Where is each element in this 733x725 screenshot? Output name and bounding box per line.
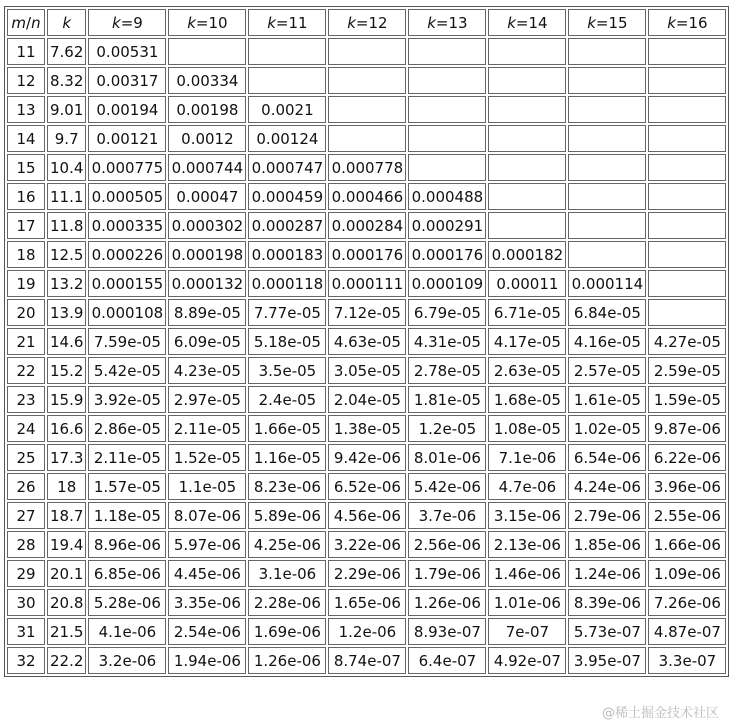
row-m-cell: 25 — [7, 444, 45, 471]
value-cell: 2.86e-05 — [88, 415, 166, 442]
row-k-cell: 9.7 — [47, 125, 86, 152]
value-cell: 1.08e-05 — [488, 415, 566, 442]
value-cell: 0.000287 — [248, 212, 326, 239]
value-cell: 8.23e-06 — [248, 473, 326, 500]
value-cell: 0.000183 — [248, 241, 326, 268]
value-cell: 1.01e-06 — [488, 589, 566, 616]
table-row — [7, 299, 726, 326]
value-cell: 4.24e-06 — [568, 473, 646, 500]
value-cell: 1.85e-06 — [568, 531, 646, 558]
value-cell — [488, 125, 566, 152]
value-cell — [168, 38, 246, 65]
table-row — [7, 473, 726, 500]
value-cell — [248, 67, 326, 94]
value-cell: 7e-07 — [488, 618, 566, 645]
value-cell: 0.000226 — [88, 241, 166, 268]
table-row — [7, 531, 726, 558]
table-row — [7, 125, 726, 152]
value-cell: 7.26e-06 — [648, 589, 726, 616]
value-cell: 9.87e-06 — [648, 415, 726, 442]
value-cell: 8.07e-06 — [168, 502, 246, 529]
row-k-cell: 7.62 — [47, 38, 86, 65]
value-cell — [328, 125, 406, 152]
row-k-cell: 9.01 — [47, 96, 86, 123]
value-cell: 5.97e-06 — [168, 531, 246, 558]
value-cell: 0.000198 — [168, 241, 246, 268]
value-cell: 6.71e-05 — [488, 299, 566, 326]
header-k: k — [47, 9, 86, 36]
row-m-cell: 26 — [7, 473, 45, 500]
value-cell: 0.00198 — [168, 96, 246, 123]
value-cell: 7.1e-06 — [488, 444, 566, 471]
value-cell — [648, 125, 726, 152]
value-cell: 0.000466 — [328, 183, 406, 210]
table-row — [7, 647, 726, 674]
value-cell — [408, 96, 486, 123]
table-row — [7, 386, 726, 413]
value-cell: 2.78e-05 — [408, 357, 486, 384]
value-cell: 5.73e-07 — [568, 618, 646, 645]
row-m-cell: 27 — [7, 502, 45, 529]
value-cell: 0.00531 — [88, 38, 166, 65]
row-k-cell: 13.9 — [47, 299, 86, 326]
header-k-column: k=10 — [168, 9, 246, 36]
value-cell: 0.000118 — [248, 270, 326, 297]
value-cell — [568, 154, 646, 181]
row-k-cell: 18.7 — [47, 502, 86, 529]
value-cell: 2.59e-05 — [648, 357, 726, 384]
value-cell: 1.66e-05 — [248, 415, 326, 442]
value-cell: 0.00047 — [168, 183, 246, 210]
value-cell: 1.52e-05 — [168, 444, 246, 471]
row-m-cell: 30 — [7, 589, 45, 616]
value-cell — [488, 96, 566, 123]
value-cell: 4.45e-06 — [168, 560, 246, 587]
row-m-cell: 23 — [7, 386, 45, 413]
value-cell: 6.09e-05 — [168, 328, 246, 355]
value-cell — [568, 67, 646, 94]
value-cell: 4.7e-06 — [488, 473, 566, 500]
table-row — [7, 212, 726, 239]
value-cell: 4.92e-07 — [488, 647, 566, 674]
value-cell: 2.11e-05 — [168, 415, 246, 442]
value-cell: 5.42e-05 — [88, 357, 166, 384]
value-cell: 0.000335 — [88, 212, 166, 239]
value-cell: 1.81e-05 — [408, 386, 486, 413]
row-m-cell: 15 — [7, 154, 45, 181]
watermark: @稀土掘金技术社区 — [601, 706, 719, 721]
value-cell: 2.11e-05 — [88, 444, 166, 471]
table-row — [7, 357, 726, 384]
value-cell: 1.18e-05 — [88, 502, 166, 529]
header-k-column: k=14 — [488, 9, 566, 36]
table-row — [7, 96, 726, 123]
value-cell: 3.2e-06 — [88, 647, 166, 674]
value-cell: 5.18e-05 — [248, 328, 326, 355]
value-cell: 0.000182 — [488, 241, 566, 268]
value-cell — [248, 38, 326, 65]
value-cell — [328, 67, 406, 94]
table-row — [7, 67, 726, 94]
value-cell — [648, 270, 726, 297]
value-cell: 2.55e-06 — [648, 502, 726, 529]
row-m-cell: 19 — [7, 270, 45, 297]
value-cell: 0.000176 — [408, 241, 486, 268]
value-cell — [568, 241, 646, 268]
value-cell: 1.1e-05 — [168, 473, 246, 500]
header-k-column: k=9 — [88, 9, 166, 36]
value-cell: 9.42e-06 — [328, 444, 406, 471]
value-cell: 6.22e-06 — [648, 444, 726, 471]
row-k-cell: 15.2 — [47, 357, 86, 384]
table-row — [7, 270, 726, 297]
value-cell: 1.94e-06 — [168, 647, 246, 674]
false-positive-table — [4, 6, 729, 677]
value-cell — [568, 125, 646, 152]
value-cell: 0.000291 — [408, 212, 486, 239]
row-m-cell: 12 — [7, 67, 45, 94]
row-m-cell: 18 — [7, 241, 45, 268]
row-k-cell: 10.4 — [47, 154, 86, 181]
value-cell — [328, 96, 406, 123]
value-cell: 3.15e-06 — [488, 502, 566, 529]
header-k-column: k=11 — [248, 9, 326, 36]
header-k-column: k=16 — [648, 9, 726, 36]
value-cell — [488, 154, 566, 181]
value-cell — [408, 67, 486, 94]
value-cell: 1.2e-05 — [408, 415, 486, 442]
value-cell — [648, 154, 726, 181]
value-cell: 3.05e-05 — [328, 357, 406, 384]
row-k-cell: 13.2 — [47, 270, 86, 297]
value-cell — [408, 154, 486, 181]
row-k-cell: 11.1 — [47, 183, 86, 210]
value-cell: 5.28e-06 — [88, 589, 166, 616]
value-cell: 4.31e-05 — [408, 328, 486, 355]
value-cell: 2.63e-05 — [488, 357, 566, 384]
value-cell: 1.24e-06 — [568, 560, 646, 587]
value-cell: 2.4e-05 — [248, 386, 326, 413]
table-row — [7, 241, 726, 268]
value-cell: 1.26e-06 — [408, 589, 486, 616]
value-cell: 1.02e-05 — [568, 415, 646, 442]
table-row — [7, 502, 726, 529]
row-m-cell: 11 — [7, 38, 45, 65]
header-row — [7, 9, 726, 36]
table-row — [7, 183, 726, 210]
value-cell: 0.000747 — [248, 154, 326, 181]
row-m-cell: 13 — [7, 96, 45, 123]
value-cell: 1.66e-06 — [648, 531, 726, 558]
row-m-cell: 29 — [7, 560, 45, 587]
table-row — [7, 444, 726, 471]
table-row — [7, 328, 726, 355]
value-cell: 0.000744 — [168, 154, 246, 181]
value-cell: 4.1e-06 — [88, 618, 166, 645]
value-cell: 0.000132 — [168, 270, 246, 297]
value-cell: 3.22e-06 — [328, 531, 406, 558]
value-cell: 1.57e-05 — [88, 473, 166, 500]
value-cell: 6.84e-05 — [568, 299, 646, 326]
value-cell: 1.61e-05 — [568, 386, 646, 413]
header-k-column: k=15 — [568, 9, 646, 36]
value-cell: 0.000109 — [408, 270, 486, 297]
row-k-cell: 8.32 — [47, 67, 86, 94]
row-k-cell: 16.6 — [47, 415, 86, 442]
value-cell — [648, 212, 726, 239]
value-cell — [568, 96, 646, 123]
value-cell — [488, 38, 566, 65]
value-cell — [648, 299, 726, 326]
value-cell: 3.1e-06 — [248, 560, 326, 587]
table-body — [7, 38, 726, 674]
value-cell — [648, 38, 726, 65]
value-cell: 4.87e-07 — [648, 618, 726, 645]
row-k-cell: 11.8 — [47, 212, 86, 239]
value-cell: 0.000114 — [568, 270, 646, 297]
value-cell: 4.56e-06 — [328, 502, 406, 529]
value-cell: 8.01e-06 — [408, 444, 486, 471]
row-m-cell: 22 — [7, 357, 45, 384]
value-cell: 2.04e-05 — [328, 386, 406, 413]
value-cell: 0.00121 — [88, 125, 166, 152]
value-cell: 2.57e-05 — [568, 357, 646, 384]
value-cell: 6.52e-06 — [328, 473, 406, 500]
value-cell — [568, 38, 646, 65]
value-cell: 6.54e-06 — [568, 444, 646, 471]
row-k-cell: 22.2 — [47, 647, 86, 674]
value-cell: 0.000488 — [408, 183, 486, 210]
header-k-column: k=13 — [408, 9, 486, 36]
value-cell: 1.59e-05 — [648, 386, 726, 413]
header-mn: m/n — [7, 9, 45, 36]
value-cell: 3.95e-07 — [568, 647, 646, 674]
value-cell — [648, 96, 726, 123]
value-cell: 3.35e-06 — [168, 589, 246, 616]
value-cell: 1.09e-06 — [648, 560, 726, 587]
table-row — [7, 38, 726, 65]
value-cell: 0.000505 — [88, 183, 166, 210]
value-cell — [328, 38, 406, 65]
value-cell — [648, 67, 726, 94]
value-cell: 3.96e-06 — [648, 473, 726, 500]
value-cell: 7.59e-05 — [88, 328, 166, 355]
value-cell: 3.7e-06 — [408, 502, 486, 529]
table-row — [7, 415, 726, 442]
value-cell: 8.93e-07 — [408, 618, 486, 645]
value-cell: 1.38e-05 — [328, 415, 406, 442]
value-cell: 0.000302 — [168, 212, 246, 239]
row-m-cell: 17 — [7, 212, 45, 239]
value-cell: 0.000459 — [248, 183, 326, 210]
value-cell — [408, 38, 486, 65]
value-cell: 6.85e-06 — [88, 560, 166, 587]
value-cell: 0.00124 — [248, 125, 326, 152]
value-cell: 8.89e-05 — [168, 299, 246, 326]
row-k-cell: 18 — [47, 473, 86, 500]
value-cell: 0.00317 — [88, 67, 166, 94]
value-cell: 4.27e-05 — [648, 328, 726, 355]
value-cell: 1.69e-06 — [248, 618, 326, 645]
row-m-cell: 24 — [7, 415, 45, 442]
value-cell: 1.26e-06 — [248, 647, 326, 674]
value-cell: 0.000108 — [88, 299, 166, 326]
value-cell: 8.96e-06 — [88, 531, 166, 558]
value-cell: 1.79e-06 — [408, 560, 486, 587]
row-m-cell: 31 — [7, 618, 45, 645]
value-cell: 8.39e-06 — [568, 589, 646, 616]
value-cell: 7.12e-05 — [328, 299, 406, 326]
value-cell: 1.65e-06 — [328, 589, 406, 616]
value-cell: 0.00011 — [488, 270, 566, 297]
row-k-cell: 21.5 — [47, 618, 86, 645]
value-cell: 5.42e-06 — [408, 473, 486, 500]
value-cell: 3.3e-07 — [648, 647, 726, 674]
value-cell: 5.89e-06 — [248, 502, 326, 529]
value-cell: 4.63e-05 — [328, 328, 406, 355]
row-m-cell: 21 — [7, 328, 45, 355]
value-cell — [648, 183, 726, 210]
table-header — [7, 9, 726, 36]
value-cell: 2.54e-06 — [168, 618, 246, 645]
row-k-cell: 14.6 — [47, 328, 86, 355]
row-k-cell: 17.3 — [47, 444, 86, 471]
value-cell: 0.000155 — [88, 270, 166, 297]
row-k-cell: 19.4 — [47, 531, 86, 558]
table-row — [7, 560, 726, 587]
row-m-cell: 16 — [7, 183, 45, 210]
value-cell: 2.28e-06 — [248, 589, 326, 616]
value-cell: 0.000778 — [328, 154, 406, 181]
value-cell — [648, 241, 726, 268]
value-cell: 2.13e-06 — [488, 531, 566, 558]
value-cell — [488, 183, 566, 210]
value-cell: 4.16e-05 — [568, 328, 646, 355]
value-cell: 7.77e-05 — [248, 299, 326, 326]
value-cell: 6.79e-05 — [408, 299, 486, 326]
row-k-cell: 15.9 — [47, 386, 86, 413]
value-cell: 1.16e-05 — [248, 444, 326, 471]
value-cell: 0.00334 — [168, 67, 246, 94]
value-cell — [568, 212, 646, 239]
table-container — [4, 6, 729, 677]
row-m-cell: 32 — [7, 647, 45, 674]
value-cell: 6.4e-07 — [408, 647, 486, 674]
value-cell: 1.2e-06 — [328, 618, 406, 645]
value-cell: 0.000775 — [88, 154, 166, 181]
row-k-cell: 20.8 — [47, 589, 86, 616]
row-m-cell: 14 — [7, 125, 45, 152]
row-k-cell: 20.1 — [47, 560, 86, 587]
value-cell: 0.0021 — [248, 96, 326, 123]
header-k-column: k=12 — [328, 9, 406, 36]
value-cell: 0.000284 — [328, 212, 406, 239]
value-cell: 3.5e-05 — [248, 357, 326, 384]
value-cell: 4.23e-05 — [168, 357, 246, 384]
value-cell: 1.46e-06 — [488, 560, 566, 587]
value-cell: 3.92e-05 — [88, 386, 166, 413]
value-cell: 4.25e-06 — [248, 531, 326, 558]
value-cell: 0.000111 — [328, 270, 406, 297]
table-row — [7, 618, 726, 645]
value-cell: 1.68e-05 — [488, 386, 566, 413]
value-cell: 2.56e-06 — [408, 531, 486, 558]
value-cell: 8.74e-07 — [328, 647, 406, 674]
value-cell: 0.00194 — [88, 96, 166, 123]
value-cell: 2.29e-06 — [328, 560, 406, 587]
row-m-cell: 28 — [7, 531, 45, 558]
value-cell: 0.000176 — [328, 241, 406, 268]
value-cell — [488, 212, 566, 239]
row-k-cell: 12.5 — [47, 241, 86, 268]
value-cell: 4.17e-05 — [488, 328, 566, 355]
table-row — [7, 589, 726, 616]
value-cell — [568, 183, 646, 210]
value-cell: 2.97e-05 — [168, 386, 246, 413]
value-cell — [488, 67, 566, 94]
table-row — [7, 154, 726, 181]
value-cell: 0.0012 — [168, 125, 246, 152]
value-cell — [408, 125, 486, 152]
row-m-cell: 20 — [7, 299, 45, 326]
value-cell: 2.79e-06 — [568, 502, 646, 529]
